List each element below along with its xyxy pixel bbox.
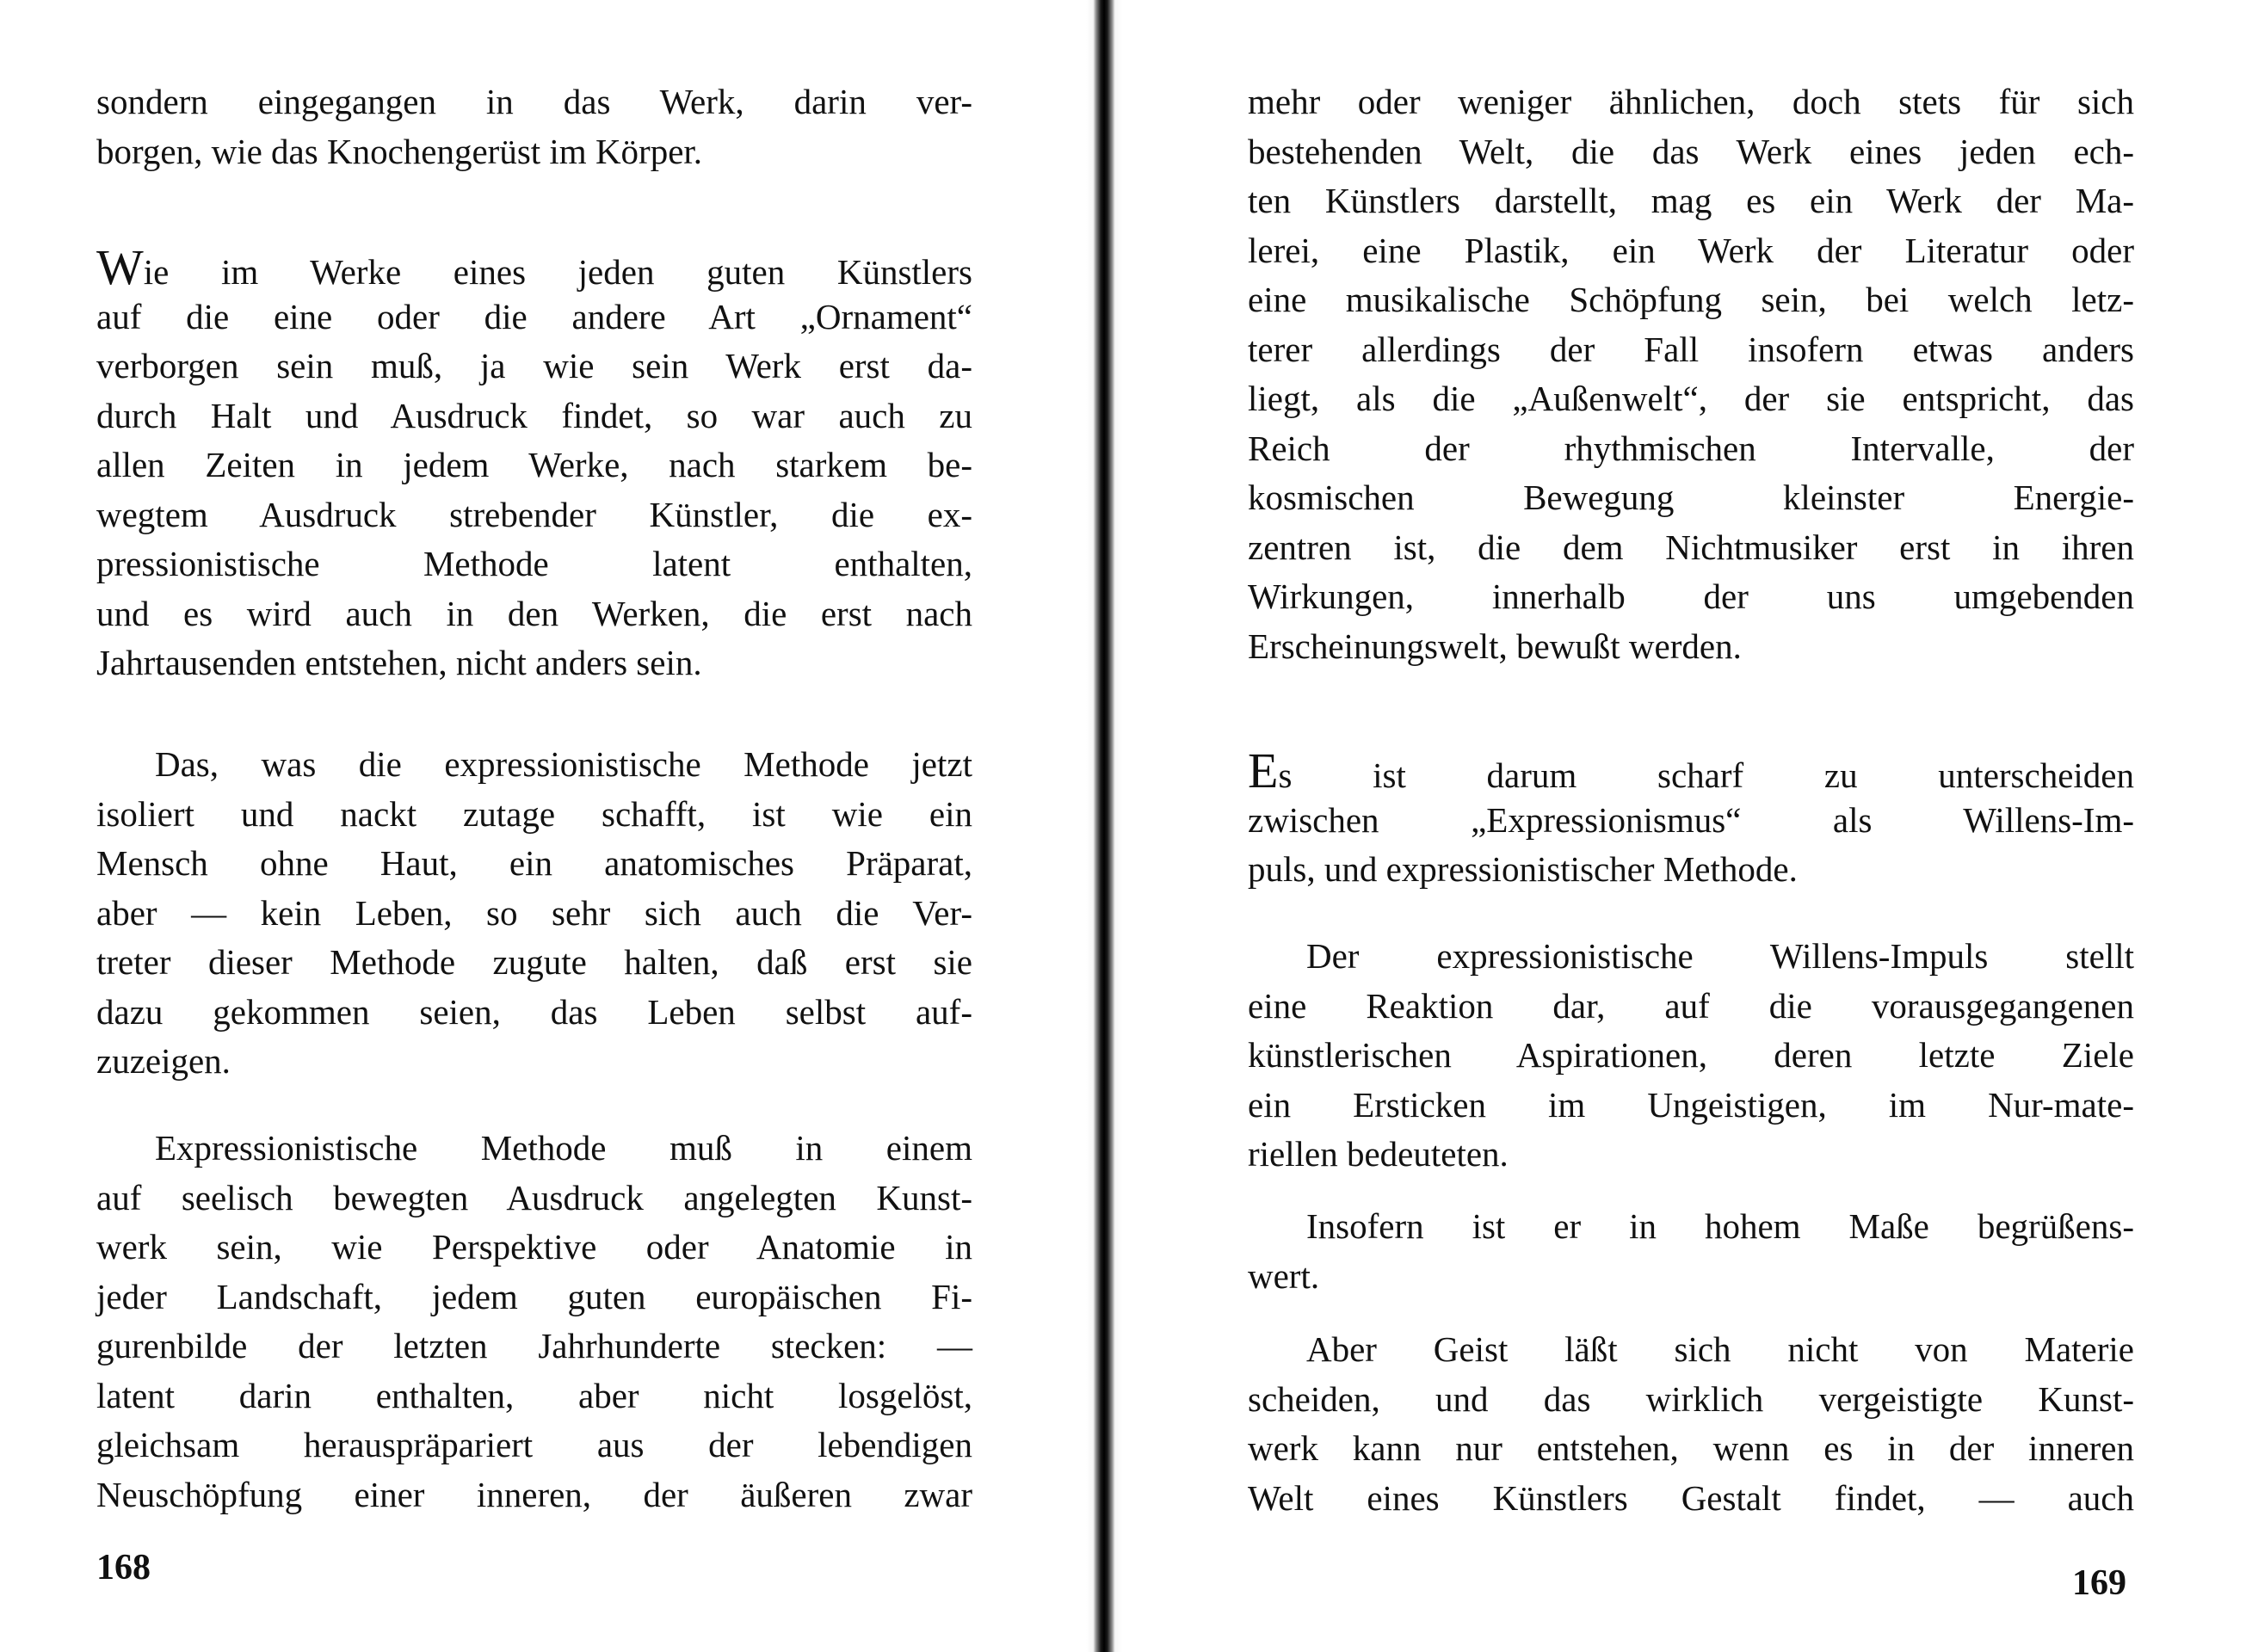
text-line: pressionistische Methode latent enthalten, [96, 544, 972, 583]
text-line: Neuschöpfung einer inneren, der äußeren zwar [96, 1474, 972, 1514]
text-line: bestehenden Welt, die das Werk eines jeden ech- [1248, 131, 2134, 171]
text-line: lerei, eine Plastik, ein Werk der Literatur oder [1248, 230, 2134, 270]
drop-cap: E [1248, 743, 1279, 798]
text-line: ten Künstlers darstellt, mag es ein Werk der Ma- [1248, 181, 2134, 220]
text-line: eine Reaktion dar, auf die vorausgegangenen [1248, 985, 2134, 1026]
text-line: dazu gekommen seien, das Leben selbst auf- [96, 991, 972, 1032]
text-line: sondern eingegangen in das Werk, darin ver- [96, 82, 972, 121]
text-line: und es wird auch in den Werken, die erst nach [96, 593, 972, 633]
right-paragraph-3 [1248, 932, 2134, 1180]
text-line: Erscheinungswelt, bewußt werden. [1248, 626, 1742, 666]
text-line: latent darin enthalten, aber nicht losgelöst, [96, 1375, 972, 1415]
text-line: gurenbilde der letzten Jahrhunderte stecken: — [96, 1326, 972, 1365]
text-line: zuzeigen. [96, 1041, 231, 1081]
text-line: zwischen „Expressionismus“ als Willens-Im- [1248, 799, 2134, 840]
text-line: auf seelisch bewegten Ausdruck angelegten Kunst- [96, 1177, 972, 1217]
text-line: Reich der rhythmischen Intervalle, der [1248, 428, 2134, 468]
text-line: terer allerdings der Fall insofern etwas anders [1248, 329, 2134, 369]
right-paragraph-5 [1248, 1325, 2134, 1523]
text-line: gleichsam herauspräpariert aus der lebendigen [96, 1425, 972, 1464]
text-line: eine musikalische Schöpfung sein, bei welch letz- [1248, 280, 2134, 319]
text-line: borgen, wie das Knochengerüst im Körper. [96, 131, 703, 171]
right-paragraph-4 [1248, 1202, 2134, 1301]
page-number-left: 168 [96, 1548, 151, 1587]
text-line: Expressionistische Methode muß in einem [155, 1128, 972, 1168]
drop-cap: W [96, 239, 144, 295]
text-line: auf die eine oder die andere Art „Ornament“ [96, 296, 972, 336]
text-line: mehr oder weniger ähnlichen, doch stets für sich [1248, 82, 2134, 121]
text-line: liegt, als die „Außenwelt“, der sie entspricht, das [1248, 379, 2134, 418]
text-line: künstlerischen Aspirationen, deren letzte Ziele [1248, 1035, 2134, 1075]
text-line: kosmischen Bewegung kleinster Energie- [1248, 478, 2134, 517]
text-line: werk sein, wie Perspektive oder Anatomie in [96, 1227, 972, 1267]
right-page [1145, 0, 2246, 1652]
text-line: verborgen sein muß, ja wie sein Werk erst da- [96, 346, 972, 385]
text-line: Das, was die expressionistische Methode jetzt [155, 744, 972, 784]
text-line: ein Ersticken im Ungeistigen, im Nur-mate- [1248, 1084, 2134, 1125]
left-paragraph-3 [96, 740, 972, 1087]
text-line: scheiden, und das wirklich vergeistigte Kunst- [1248, 1378, 2134, 1419]
text-line-rest: ie im Werke eines jeden guten Künstlers [143, 252, 972, 292]
book-gutter [1093, 0, 1115, 1652]
text-line [1248, 743, 2134, 798]
text-line: riellen bedeuteten. [1248, 1134, 1509, 1174]
text-line: treter dieser Methode zugute halten, daß erst sie [96, 942, 972, 982]
text-line: Aber Geist läßt sich nicht von Materie [1306, 1329, 2134, 1369]
text-line: Jahrtausenden entstehen, nicht anders sein. [96, 643, 702, 682]
text-line: wegtem Ausdruck strebender Künstler, die ex- [96, 494, 972, 534]
right-paragraph-1 [1248, 77, 2134, 671]
text-line [96, 239, 972, 295]
left-paragraph-1 [96, 77, 972, 176]
text-line: Mensch ohne Haut, ein anatomisches Präparat, [96, 843, 972, 883]
text-line: jeder Landschaft, jedem guten europäischen Fi- [96, 1276, 972, 1316]
text-line: werk kann nur entstehen, wenn es in der inneren [1248, 1428, 2134, 1468]
left-paragraph-2 [96, 239, 972, 688]
text-line: zentren ist, die dem Nichtmusiker erst in ihren [1248, 527, 2134, 567]
text-line: wert. [1248, 1255, 1320, 1296]
text-line: Insofern ist er in hohem Maße begrüßens- [1306, 1206, 2134, 1246]
left-page [0, 0, 1067, 1652]
left-paragraph-4 [96, 1124, 972, 1519]
text-line: durch Halt und Ausdruck findet, so war auch zu [96, 395, 972, 435]
text-line: isoliert und nackt zutage schafft, ist wie ein [96, 793, 972, 834]
text-line: aber — kein Leben, so sehr sich auch die Ver- [96, 892, 972, 933]
text-line: allen Zeiten in jedem Werke, nach starkem be- [96, 445, 972, 484]
right-paragraph-2 [1248, 743, 2134, 895]
page-number-right: 169 [2072, 1563, 2126, 1603]
text-line: Der expressionistische Willens-Impuls stellt [1306, 936, 2134, 976]
text-line: Welt eines Künstlers Gestalt findet, — auch [1248, 1477, 2134, 1518]
text-line-rest: s ist darum scharf zu unterscheiden [1278, 755, 2134, 795]
text-line: puls, und expressionistischer Methode. [1248, 849, 1798, 889]
text-line: Wirkungen, innerhalb der uns umgebenden [1248, 576, 2134, 616]
